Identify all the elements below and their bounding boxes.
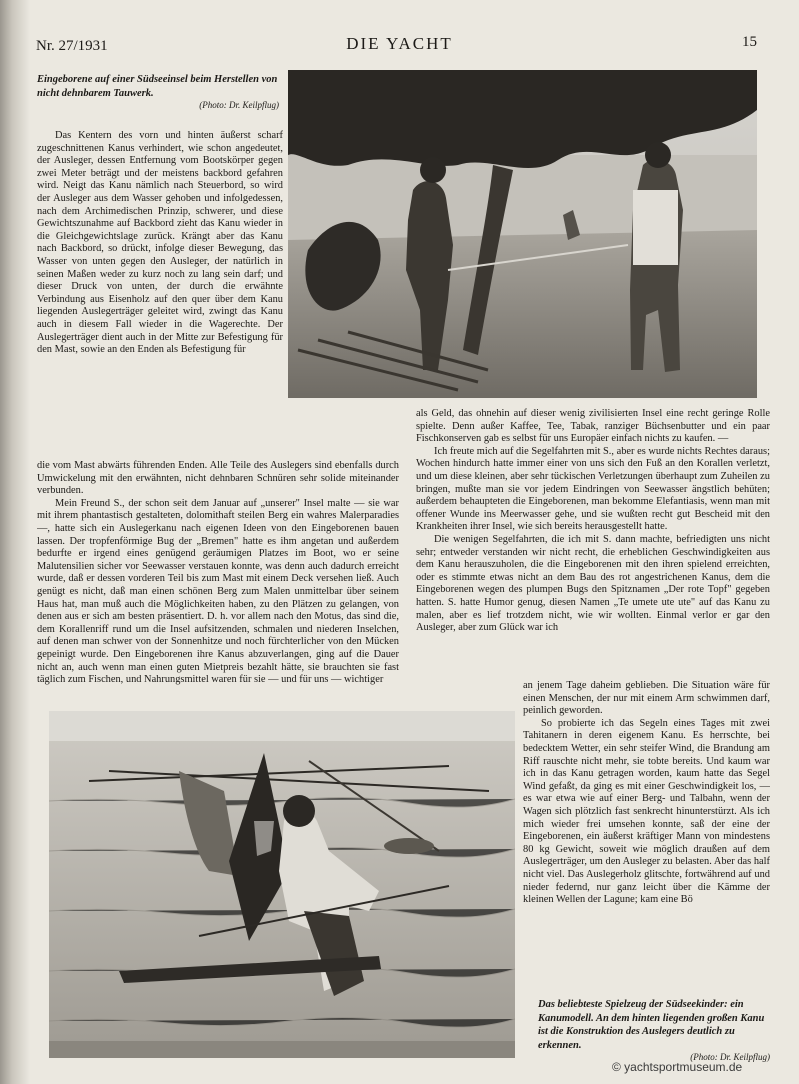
photo-credit: (Photo: Dr. Keilpflug) bbox=[690, 1052, 770, 1062]
article-column-left bbox=[37, 130, 283, 460]
paragraph: an jenem Tage daheim geblieben. Die Situation wäre für einen Menschen, der nur mit einem Arm schwimmen darf, peinlich geworden. bbox=[523, 680, 770, 717]
article-column-right bbox=[416, 408, 770, 678]
article-block-middle bbox=[37, 460, 399, 705]
page-binding-shadow bbox=[0, 0, 30, 1084]
paragraph: So probierte ich das Segeln eines Tages mit zwei Tahitanern in deren eigenem Kanu. Es herrschte, bei bedecktem Wetter, ein sehr steifer Wind, die Brandung am Riff rauschte nicht mehr, sie tobte bereits. Und kaum war ich in das Kanu getragen worden, kaum hatte das Segel Wind gefaßt, da ging es mit einer Geschwindigkeit los, — es war etwa wie auf einer Berg- und Talbahn, wenn der Wagen sich plötzlich fast senkrecht hinunterstürzt. Als ich mich wieder frei umsehen konnte, saß der eine der Eingeborenen, ein äußerst kräftiger Mann von mindestens 80 kg Gewicht, soweit wie möglich draußen auf dem Auslegerträger, um den Ausleger zu belasten. Aber das half nicht viel. Das Auslegerholz glitschte, fortwährend auf und nieder federnd, nur ganz leicht über die Kämme der kleinen Wellen der Lagune; kam eine Bö bbox=[523, 717, 770, 906]
photo-credit: (Photo: Dr. Keilpflug) bbox=[199, 100, 279, 110]
caption-text: Das beliebteste Spielzeug der Südseekinder: ein Kanumodell. An dem hinten liegenden großen Kanu ist die Konstruktion des Auslegers deutlich zu erkennen. bbox=[538, 999, 765, 1051]
paragraph: als Geld, das ohnehin auf dieser wenig zivilisierten Insel eine recht geringe Rolle spielte. Denn außer Kaffee, Tee, Tabak, ranziger Büchsenbutter und ein paar Fischkonserven gab es selbst für uns Europäer einfach nichts zu kaufen. — bbox=[416, 408, 770, 445]
caption-text: Eingeborene auf einer Südseeinsel beim Herstellen von nicht dehnbarem Tauwerk. bbox=[37, 74, 278, 99]
photo-canoe-model bbox=[49, 711, 515, 1058]
watermark: © yachtsportmuseum.de bbox=[612, 1060, 743, 1074]
paragraph: Mein Freund S., der schon seit dem Januar auf „unserer" Insel malte — sie war mit ihrem phantastisch gestalteten, dolomithaft steilen Berg ein wahres Malerparadies —, hatte sich ein Auslegerkanu nach eigenen Ideen von den Eingeborenen bauen lassen. Der tropfenförmige Bug der „Bremen" hatte es ihm angetan und außerdem bedurfte er irgend eines genügend geräumigen Platzes im Boot, wo er seine Malutensilien sicher vor Seewasser verstauen konnte, was denn auch dadurch erreicht wurde, daß er dessen vorderen Teil bis zum Mast mit einem Deck versehen ließ. Auch genügt es nicht, daß man einen schönen Berg zum Malen unmittelbar über seinem Haus hat, man muß auch die Möglichkeiten haben, zu den Plätzen zu gelangen, von denen aus er sich am besten präsentiert. D. h. vor allem nach den Motus, das sind die, dem Korallenriff rund um die Insel aufsitzenden, schmalen und niederen Inselchen, auf denen man schwer von der Sonnenhitze und noch fürchterlicher von den Mücken gepeinigt wurde. Den Eingeborenen ihre Kanus abzuverlangen, ging auf die Dauer nicht an, auch wenn man einen guten Mietpreis bezahlt hätte, sie brauchten sie fast täglich zum Fischen, und Nahrungsmittel waren für sie — und für uns — wichtiger bbox=[37, 497, 399, 686]
magazine-title: DIE YACHT bbox=[346, 34, 453, 53]
issue-number: Nr. 27/1931 bbox=[36, 38, 108, 54]
photo-caption-top bbox=[37, 73, 279, 111]
photo-rope-making bbox=[288, 70, 757, 398]
page-number: 15 bbox=[742, 34, 757, 50]
paragraph: Die wenigen Segelfahrten, die ich mit S. dann machte, befriedigten uns nicht sehr; entweder verstanden wir nicht recht, die erheblichen Geschwindigkeiten aus dem Kanu herauszuholen, die die Eingeborenen mit den ihren spielend erreichten, oder es stimmte etwas nicht an dem Bau des rot angestrichenen Kanus, dem die Eingeborenen wegen des plumpen Bugs den Spitznamen „Der rote Topf" gegeben hatten. S. hatte Humor genug, diesen Namen „Te umete ute ute" auf das Kanu zu malen, aber es lief trotzdem nicht, wie wir wollten. Einmal verlor er gar den Ausleger, aber zum Glück war ich bbox=[416, 533, 770, 634]
paragraph: Das Kentern des vorn und hinten äußerst scharf zugeschnittenen Kanus verhindert, wie schon angedeutet, der Ausleger, dessen Entfernung vom Bootskörper gegen zwei Meter beträgt und der meistens backbord gefahren wird. Neigt das Kanu nämlich nach Steuerbord, so wird der Ausleger aus dem Wasser gehoben und infolgedessen, nach dem Archimedischen Prinzip, schwerer, und diese Gewichtszunahme auf Backbord zieht das Kanu wieder in die Gleichgewichtslage zurück. Krängt aber das Kanu nach Backbord, so drückt, infolge dieser Bewegung, das Wasser von unten gegen den Ausleger, der natürlich in seinen Maßen weder zu kurz noch zu lang sein darf; und dieser Druck von unten, der durch die erwähnte Verbindung aus Eisenholz auf den quer über dem Kanu liegenden Auslegerträger geleitet wird, zwingt das Kanu auch in diesem Fall wieder in die Wagerechte. Der Auslegerträger dient auch in der Mitte zur Befestigung für den Mast, sowie an den Enden als Befestigung für bbox=[37, 130, 283, 356]
article-column-lower-right bbox=[523, 680, 770, 980]
paragraph: Ich freute mich auf die Segelfahrten mit S., aber es wurde nichts Rechtes daraus; Wochen hindurch hatte immer einer von uns sich den Fuß an den Korallen verletzt, und um diese kleinen, aber sehr tückischen Verletzungen überhaupt zum Zuheilen zu bringen, mußte man sie vor jedem Eindringen von Seewasser ängstlich behüten; außerdem behaupteten die Eingeborenen, man bekomme Elefantiasis, wenn man mit offener Wunde ins Meerwasser gehe, und sie wußten recht gut Bescheid mit den Krankheiten ihrer Insel, wie sich bereits herausgestellt hatte. bbox=[416, 445, 770, 533]
photo-caption-bottom bbox=[538, 998, 770, 1063]
paragraph: die vom Mast abwärts führenden Enden. Alle Teile des Auslegers sind ebenfalls durch Umwickelung mit den erwähnten, nicht dehnbaren Schnüren sehr solide miteinander verbunden. bbox=[37, 460, 399, 497]
